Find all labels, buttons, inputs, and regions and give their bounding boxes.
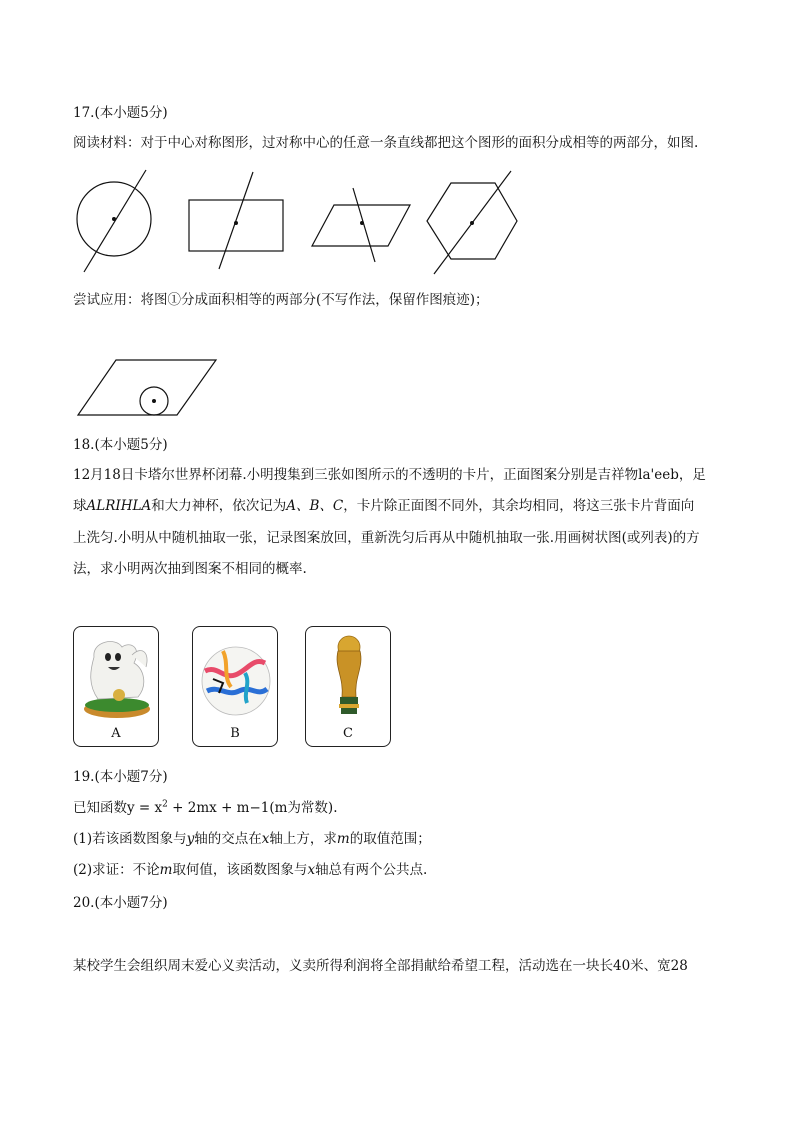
q20-header: 20.(本小题7分)	[73, 895, 168, 911]
q18-line-1: 12月18日卡塔尔世界杯闭幕.小明搜集到三张如图所示的不透明的卡片，正面图案分别是吉祥物la'eeb，足	[73, 467, 706, 483]
q19-exponent: 2	[162, 799, 168, 810]
q19-header: 19.(本小题7分)	[73, 769, 168, 785]
q17-try-text: 尝试应用：将图①分成面积相等的两部分(不写作法，保留作图痕迹)；	[73, 292, 489, 308]
q19-given-post: + 2mx + m−1(m为常数).	[167, 800, 338, 816]
card-b	[192, 626, 278, 747]
q19-p1-x: x	[261, 831, 270, 847]
card-a-label: A	[111, 726, 121, 741]
q17-header: 17.(本小题5分)	[73, 105, 168, 121]
q19-p1-mid: 轴的交点在	[194, 831, 262, 847]
q19-given	[73, 799, 338, 817]
q18-ball-name: ALRIHLA	[86, 498, 152, 514]
q17-reading-text: 阅读材料：对于中心对称图形，过对称中心的任意一条直线都把这个图形的面积分成相等的两部分，如图.	[73, 135, 699, 151]
q19-p1-mid2: 轴上方，求	[269, 831, 337, 847]
q18-line-3: 上洗匀.小明从中随机抽取一张，记录图案放回，重新洗匀后再从中随机抽取一张.用画树状图(或列表)的方	[73, 530, 700, 546]
q19-p2-mid: 取何值，该函数图象与	[172, 862, 308, 878]
q19-p2-post: 轴总有两个公共点.	[315, 862, 428, 878]
q20-line-1: 某校学生会组织周末爱心义卖活动，义卖所得利润将全部捐献给希望工程，活动选在一块长40米、宽28	[73, 958, 688, 974]
mascot-image	[74, 627, 160, 727]
q18-line-2	[73, 497, 694, 515]
q18-header: 18.(本小题5分)	[73, 437, 168, 453]
card-c-label: C	[343, 726, 353, 741]
card-a	[73, 626, 159, 747]
parallelogram-figure	[312, 188, 410, 262]
card-b-label: B	[230, 726, 240, 741]
q19-p2-m: m	[159, 862, 173, 878]
card-c	[305, 626, 391, 747]
q19-p1-pre: (1)若该函数图象与	[73, 831, 187, 847]
q19-part-1	[73, 830, 431, 848]
q19-part-2	[73, 861, 427, 879]
rectangle-figure	[189, 172, 283, 269]
q19-p2-pre: (2)求证：不论	[73, 862, 160, 878]
q19-p1-m: m	[336, 831, 350, 847]
q18-line2-post: ，卡片除正面图不同外，其余均相同，将这三张卡片背面向	[343, 498, 695, 514]
q18-line2-mid: 和大力神杯，依次记为	[151, 498, 287, 514]
q18-abc: A、B、C	[286, 498, 344, 514]
football-image	[193, 627, 279, 727]
trophy-image	[306, 627, 392, 727]
symmetric-figures	[0, 165, 794, 295]
figure-1-parallelogram-with-circle	[0, 352, 794, 422]
q19-p1-post: 的取值范围；	[349, 831, 431, 847]
q18-line2-pre: 球	[73, 498, 87, 514]
q19-p1-y: y	[186, 831, 195, 847]
circle-figure	[77, 170, 151, 272]
q18-line-4: 法，求小明两次抽到图案不相同的概率.	[73, 561, 307, 577]
q19-given-pre: 已知函数y = x	[73, 800, 163, 816]
hexagon-figure	[427, 171, 517, 274]
q19-p2-x: x	[307, 862, 316, 878]
